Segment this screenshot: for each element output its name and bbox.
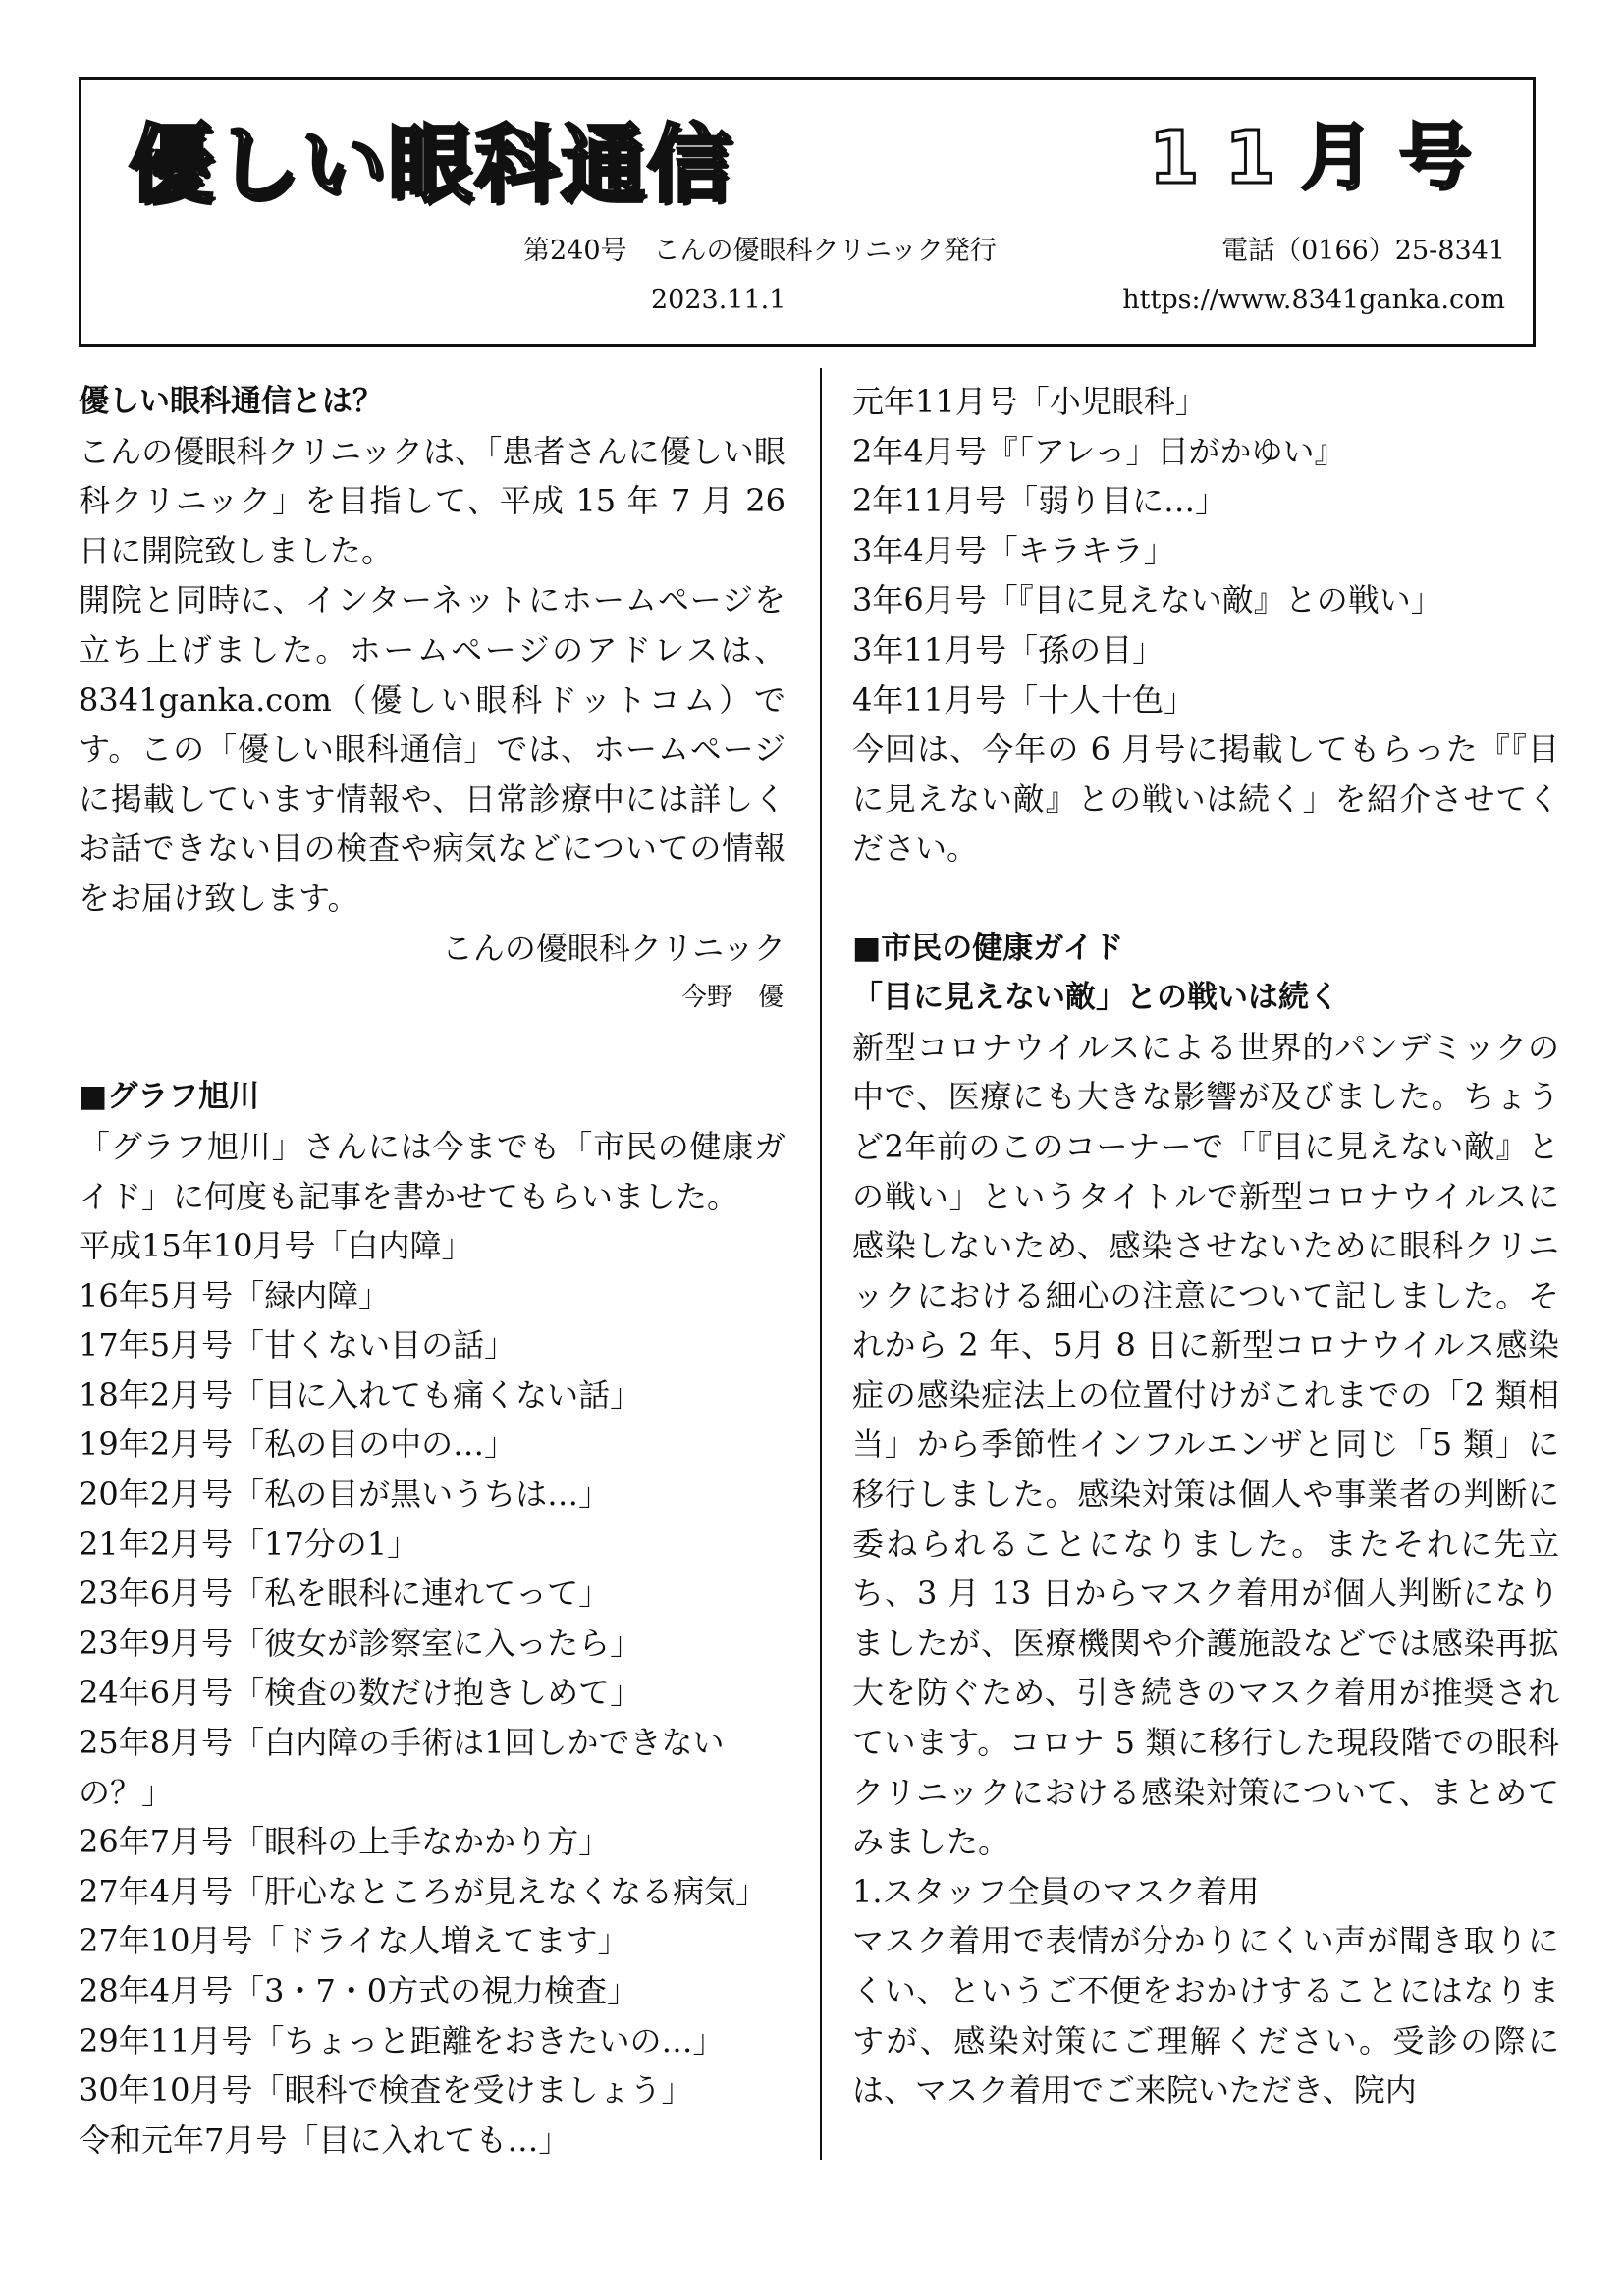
article-item: 17年5月号「甘くない目の話」	[79, 1326, 516, 1364]
issue-date: 2023.11.1	[651, 285, 786, 315]
article-item: 元年11月号「小児眼科」	[852, 383, 1207, 420]
article-item: 23年6月号「私を眼科に連れてって」	[79, 1575, 611, 1613]
article-item: 3年4月号「キラキラ」	[852, 531, 1175, 569]
newsletter-header	[79, 77, 1536, 347]
article-item: 30年10月号「眼科で検査を受けましょう」	[79, 2071, 693, 2109]
article-item: 2年11月号「弱り目に…」	[852, 482, 1227, 520]
graph-intro: 「グラフ旭川」さんには今までも「市民の健康ガイド」に何度も記事を書かせてもらいました。	[79, 1127, 785, 1215]
article-list-left	[79, 1221, 785, 2164]
website-url[interactable]: https://www.8341ganka.com	[1122, 285, 1505, 315]
phone-number: 電話（0166）25-8341	[1221, 236, 1505, 266]
meta-line-publisher	[523, 230, 1505, 273]
meta-line-date	[651, 279, 1505, 322]
article-item: 16年5月号「緑内障」	[79, 1276, 391, 1314]
article-item: 26年7月号「眼科の上手なかかり方」	[79, 1823, 611, 1861]
left-column	[79, 377, 785, 2164]
article-item: 29年11月号「ちょっと距離をおきたいの…」	[79, 2021, 725, 2059]
article-item: 27年10月号「ドライな人増えてます」	[79, 1922, 629, 1960]
intro-heading: 優しい眼科通信とは？	[79, 384, 383, 419]
article-item: 23年9月号「彼女が診察室に入ったら」	[79, 1624, 642, 1662]
spacer	[852, 874, 1559, 924]
issue-month: 11月号	[1149, 116, 1497, 200]
article-item: 20年2月号「私の目が黒いうちは…」	[79, 1475, 611, 1514]
article-item: 18年2月号「目に入れても痛くない話」	[79, 1375, 642, 1414]
spacer	[79, 1023, 785, 1073]
article-item: 平成15年10月号「白内障」	[79, 1227, 473, 1265]
guide-item1-text: マスク着用で表情が分かりにくい声が聞き取りにくい、というご不便をおかけすることにはなりますが、感染対策にご理解ください。受診の際には、マスク着用でご来院いただき、院内	[852, 1922, 1559, 2109]
article-item: 21年2月号「17分の1」	[79, 1524, 419, 1563]
article-item: 令和元年7月号「目に入れても…」	[79, 2120, 570, 2159]
graph-heading: ■グラフ旭川	[79, 1079, 260, 1115]
article-item: 3年11月号「孫の目」	[852, 630, 1164, 668]
article-list-right	[852, 377, 1559, 724]
guide-paragraph: 新型コロナウイルスによる世界的パンデミックの中で、医療にも大きな影響が及びました。ちょうど2年前のこのコーナーで「『目に見えない敵』との戦い」というタイトルで新型コロナウイルスに感染しないため、感染させないために眼科クリニックにおける細心の注意について記しました。それから 2 年、5月 8 日に新型コロナウイルス感染症の感染症法上の位置付けがこれまでの「2 類相当」から季節性インフルエンザと同じ「5 類」に移行しました。感染対策は個人や事業者の判断に委ねられることになりました。またそれに先立ち、3 月 13 日からマスク着用が個人判断になりましたが、医療機関や介護施設などでは感染再拡大を防ぐため、引き続きのマスク着用が推奨されています。コロナ 5 類に移行した現段階での眼科クリニックにおける感染対策について、まとめてみました。	[852, 1028, 1559, 1861]
intro-paragraph-1: こんの優眼科クリニックは、「患者さんに優しい眼科クリニック」を目指して、平成 15 年 7 月 26日に開院致しました。	[79, 432, 785, 569]
article-item: 24年6月号「検査の数だけ抱きしめて」	[79, 1674, 642, 1712]
intro-paragraph-2: 開院と同時に、インターネットにホームページを立ち上げました。ホームページのアドレスは、8341ganka.com（優しい眼科ドットコム）です。この「優しい眼科通信」では、ホームページに掲載しています情報や、日常診療中には詳しくお話できない目の検査や病気などについての情報をお届け致します。	[79, 581, 785, 917]
column-divider	[820, 368, 822, 2160]
guide-item1-title: 1.スタッフ全員のマスク着用	[852, 1872, 1260, 1910]
article-item: 2年4月号『「アレっ」目がかゆい』	[852, 432, 1346, 470]
article-item: 27年4月号「肝心なところが見えなくなる病気」	[79, 1872, 768, 1910]
signature-name: 今野 優	[680, 983, 784, 1013]
issue-publisher: 第240号 こんの優眼科クリニック発行	[523, 236, 997, 266]
article-item: 4年11月号「十人十色」	[852, 680, 1196, 719]
signature-clinic: こんの優眼科クリニック	[441, 929, 785, 967]
article-item: 25年8月号「白内障の手術は1回しかできないの？」	[79, 1724, 725, 1811]
article-item: 19年2月号「私の目の中の…」	[79, 1425, 516, 1464]
article-item: 28年4月号「3・7・0方式の視力検査」	[79, 1972, 639, 2009]
newsletter-title: 優しい眼科通信	[129, 116, 733, 214]
graph-closing: 今回は、今年の 6 月号に掲載してもらった『『目に見えない敵』との戦いは続く」を紹介させてください。	[852, 730, 1559, 868]
guide-heading: ■市民の健康ガイド	[852, 930, 1124, 966]
right-column	[852, 377, 1559, 2115]
article-item: 3年6月号「『目に見えない敵』との戦い」	[852, 581, 1442, 619]
guide-subheading: 「目に見えない敵」との戦いは続く	[852, 980, 1339, 1016]
